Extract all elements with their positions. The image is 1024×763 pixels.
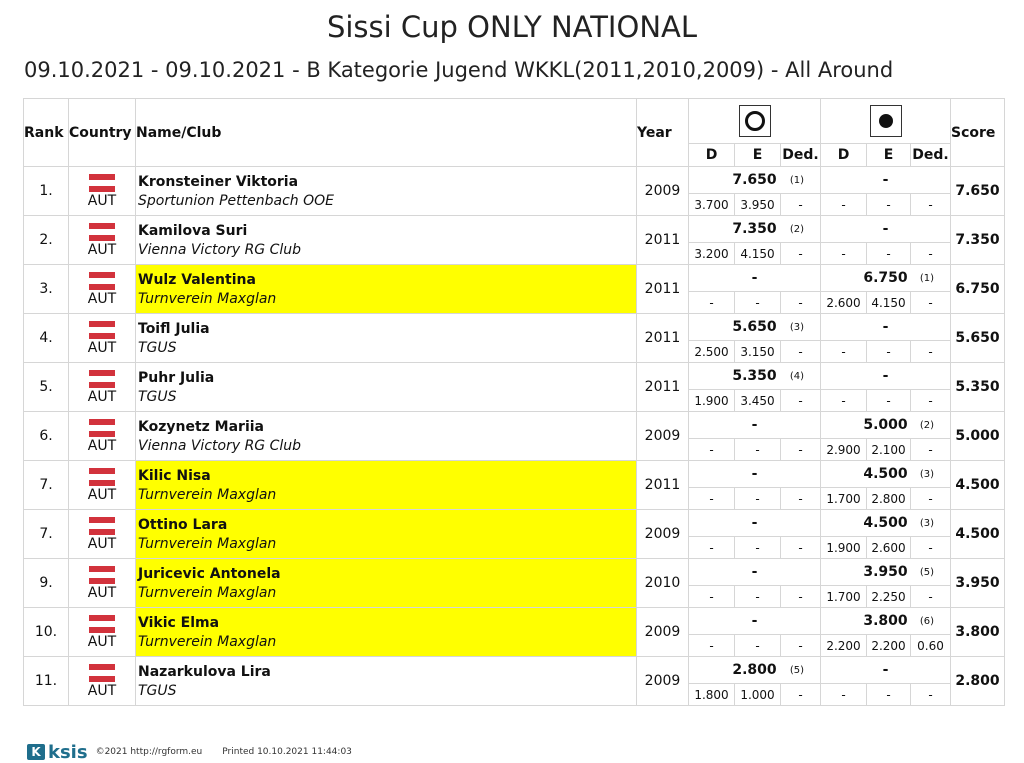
year-cell: 2011 <box>637 363 689 412</box>
ball-deduction: - <box>911 586 951 608</box>
hoop-d-score: 1.900 <box>689 390 735 412</box>
final-score: 4.500 <box>951 510 1005 559</box>
ball-total-score: 3.950 <box>863 564 908 580</box>
ball-total-score: 4.500 <box>863 515 908 531</box>
header-ball-d: D <box>821 144 867 167</box>
gymnast-name: Kilic Nisa <box>138 468 211 484</box>
ball-apparatus-rank: (6) <box>919 616 934 627</box>
results-table <box>23 98 1005 706</box>
name-club-cell <box>136 314 637 363</box>
hoop-e-score: 3.450 <box>735 390 781 412</box>
table-row <box>24 167 1005 194</box>
hoop-d-score: 3.200 <box>689 243 735 265</box>
rank-cell: 6. <box>24 412 69 461</box>
austria-flag-icon <box>89 566 115 584</box>
hoop-total <box>689 510 821 537</box>
rank-cell: 4. <box>24 314 69 363</box>
final-score: 3.950 <box>951 559 1005 608</box>
hoop-total-score: - <box>751 564 758 580</box>
country-code: AUT <box>87 634 117 650</box>
country-cell <box>69 412 136 461</box>
header-ball-e: E <box>867 144 911 167</box>
hoop-e-score: - <box>735 586 781 608</box>
hoop-total <box>689 461 821 488</box>
hoop-apparatus-rank: (2) <box>789 224 804 235</box>
country-cell <box>69 265 136 314</box>
table-row <box>24 657 1005 684</box>
year-cell: 2009 <box>637 412 689 461</box>
ball-e-score: - <box>867 194 911 216</box>
country-cell <box>69 510 136 559</box>
ball-d-score: - <box>821 390 867 412</box>
hoop-total <box>689 608 821 635</box>
hoop-apparatus-rank: (4) <box>789 371 804 382</box>
ball-d-score: - <box>821 194 867 216</box>
austria-flag-icon <box>89 615 115 633</box>
country-code: AUT <box>87 683 117 699</box>
hoop-d-score: 2.500 <box>689 341 735 363</box>
rank-cell: 10. <box>24 608 69 657</box>
hoop-deduction: - <box>781 194 821 216</box>
ball-deduction: 0.60 <box>911 635 951 657</box>
hoop-d-score: - <box>689 635 735 657</box>
hoop-deduction: - <box>781 439 821 461</box>
hoop-total <box>689 216 821 243</box>
country-code: AUT <box>87 487 117 503</box>
table-row <box>24 559 1005 586</box>
club-name: TGUS <box>138 683 177 699</box>
hoop-e-score: 3.150 <box>735 341 781 363</box>
hoop-deduction: - <box>781 537 821 559</box>
header-hoop <box>689 99 821 144</box>
hoop-total <box>689 657 821 684</box>
hoop-e-score: - <box>735 439 781 461</box>
hoop-total <box>689 363 821 390</box>
year-cell: 2009 <box>637 657 689 706</box>
hoop-e-score: - <box>735 488 781 510</box>
hoop-total-score: - <box>751 417 758 433</box>
hoop-e-score: 1.000 <box>735 684 781 706</box>
ball-total-score: - <box>882 662 889 678</box>
club-name: Turnverein Maxglan <box>138 585 277 601</box>
ball-total-score: 4.500 <box>863 466 908 482</box>
ball-deduction: - <box>911 488 951 510</box>
ball-e-score: - <box>867 243 911 265</box>
ball-apparatus-rank: (3) <box>919 518 934 529</box>
country-cell <box>69 559 136 608</box>
ball-apparatus-rank: (1) <box>919 273 934 284</box>
austria-flag-icon <box>89 370 115 388</box>
hoop-apparatus-rank: (1) <box>789 175 804 186</box>
ball-deduction: - <box>911 439 951 461</box>
header-hoop-d: D <box>689 144 735 167</box>
club-name: TGUS <box>138 389 177 405</box>
hoop-deduction: - <box>781 488 821 510</box>
hoop-total <box>689 167 821 194</box>
austria-flag-icon <box>89 223 115 241</box>
header-name-club: Name/Club <box>136 99 637 167</box>
header-hoop-ded: Ded. <box>781 144 821 167</box>
ball-total <box>821 167 951 194</box>
ball-e-score: 4.150 <box>867 292 911 314</box>
ball-total <box>821 412 951 439</box>
name-club-cell <box>136 608 637 657</box>
table-row <box>24 412 1005 439</box>
hoop-deduction: - <box>781 635 821 657</box>
ball-total <box>821 363 951 390</box>
hoop-d-score: - <box>689 292 735 314</box>
final-score: 5.650 <box>951 314 1005 363</box>
final-score: 2.800 <box>951 657 1005 706</box>
ball-apparatus-rank: (2) <box>919 420 934 431</box>
copyright-text: ©2021 http://rgform.eu <box>95 747 203 757</box>
ball-total-score: 3.800 <box>863 613 908 629</box>
hoop-total-score: - <box>751 270 758 286</box>
name-club-cell <box>136 559 637 608</box>
hoop-deduction: - <box>781 684 821 706</box>
final-score: 7.650 <box>951 167 1005 216</box>
club-name: Turnverein Maxglan <box>138 291 277 307</box>
club-name: Turnverein Maxglan <box>138 634 277 650</box>
year-cell: 2011 <box>637 314 689 363</box>
austria-flag-icon <box>89 321 115 339</box>
country-code: AUT <box>87 389 117 405</box>
ball-e-score: 2.250 <box>867 586 911 608</box>
ball-deduction: - <box>911 390 951 412</box>
ball-e-score: 2.100 <box>867 439 911 461</box>
final-score: 3.800 <box>951 608 1005 657</box>
hoop-total <box>689 265 821 292</box>
ball-e-score: - <box>867 684 911 706</box>
final-score: 4.500 <box>951 461 1005 510</box>
hoop-total-score: 5.650 <box>732 319 777 335</box>
rank-cell: 1. <box>24 167 69 216</box>
austria-flag-icon <box>89 272 115 290</box>
hoop-e-score: 4.150 <box>735 243 781 265</box>
ball-total-score: 5.000 <box>863 417 908 433</box>
ball-e-score: 2.200 <box>867 635 911 657</box>
ball-d-score: 2.900 <box>821 439 867 461</box>
year-cell: 2011 <box>637 216 689 265</box>
ball-d-score: 2.200 <box>821 635 867 657</box>
ball-total <box>821 559 951 586</box>
table-row <box>24 461 1005 488</box>
ball-e-score: - <box>867 390 911 412</box>
ball-e-score: 2.800 <box>867 488 911 510</box>
country-cell <box>69 216 136 265</box>
country-code: AUT <box>87 291 117 307</box>
ball-total-score: - <box>882 221 889 237</box>
ball-d-score: - <box>821 684 867 706</box>
country-code: AUT <box>87 536 117 552</box>
country-code: AUT <box>87 340 117 356</box>
ball-deduction: - <box>911 684 951 706</box>
hoop-e-score: - <box>735 537 781 559</box>
hoop-deduction: - <box>781 243 821 265</box>
hoop-d-score: - <box>689 488 735 510</box>
gymnast-name: Vikic Elma <box>138 615 220 631</box>
ksis-logo: K ksis <box>27 742 88 763</box>
rank-cell: 2. <box>24 216 69 265</box>
final-score: 5.000 <box>951 412 1005 461</box>
ball-total-score: 6.750 <box>863 270 908 286</box>
ball-apparatus-rank: (3) <box>919 469 934 480</box>
club-name: Vienna Victory RG Club <box>138 438 302 454</box>
gymnast-name: Nazarkulova Lira <box>138 664 271 680</box>
hoop-total-score: 5.350 <box>732 368 777 384</box>
hoop-d-score: - <box>689 537 735 559</box>
hoop-icon <box>745 111 765 131</box>
ball-total <box>821 510 951 537</box>
hoop-total-score: 7.650 <box>732 172 777 188</box>
ball-e-score: 2.600 <box>867 537 911 559</box>
austria-flag-icon <box>89 517 115 535</box>
hoop-total <box>689 559 821 586</box>
hoop-apparatus-rank: (3) <box>789 322 804 333</box>
hoop-d-score: 1.800 <box>689 684 735 706</box>
ball-d-score: - <box>821 341 867 363</box>
table-row <box>24 314 1005 341</box>
country-code: AUT <box>87 193 117 209</box>
ball-deduction: - <box>911 341 951 363</box>
name-club-cell <box>136 265 637 314</box>
ball-deduction: - <box>911 537 951 559</box>
gymnast-name: Kronsteiner Viktoria <box>138 174 299 190</box>
ball-total <box>821 216 951 243</box>
ball-d-score: - <box>821 243 867 265</box>
ball-total-score: - <box>882 172 889 188</box>
competition-subtitle: 09.10.2021 - 09.10.2021 - B Kategorie Jugend WKKL(2011,2010,2009) - All Around <box>24 58 894 82</box>
final-score: 6.750 <box>951 265 1005 314</box>
name-club-cell <box>136 657 637 706</box>
name-club-cell <box>136 167 637 216</box>
country-code: AUT <box>87 438 117 454</box>
ball-d-score: 1.700 <box>821 488 867 510</box>
final-score: 5.350 <box>951 363 1005 412</box>
printed-timestamp: Printed 10.10.2021 11:44:03 <box>222 747 352 757</box>
hoop-d-score: - <box>689 586 735 608</box>
header-score: Score <box>951 99 1005 167</box>
club-name: Sportunion Pettenbach OOE <box>138 193 334 209</box>
table-row <box>24 510 1005 537</box>
ball-total <box>821 657 951 684</box>
hoop-e-score: - <box>735 635 781 657</box>
year-cell: 2009 <box>637 608 689 657</box>
ball-total <box>821 461 951 488</box>
name-club-cell <box>136 216 637 265</box>
ball-d-score: 1.700 <box>821 586 867 608</box>
hoop-d-score: 3.700 <box>689 194 735 216</box>
name-club-cell <box>136 510 637 559</box>
rank-cell: 5. <box>24 363 69 412</box>
hoop-total-score: 2.800 <box>732 662 777 678</box>
hoop-total <box>689 314 821 341</box>
austria-flag-icon <box>89 664 115 682</box>
ball-deduction: - <box>911 243 951 265</box>
rank-cell: 7. <box>24 461 69 510</box>
year-cell: 2011 <box>637 461 689 510</box>
gymnast-name: Ottino Lara <box>138 517 228 533</box>
gymnast-name: Kamilova Suri <box>138 223 248 239</box>
name-club-cell <box>136 461 637 510</box>
ball-total <box>821 314 951 341</box>
header-ball <box>821 99 951 144</box>
hoop-deduction: - <box>781 586 821 608</box>
table-row <box>24 265 1005 292</box>
ball-total-score: - <box>882 368 889 384</box>
ball-d-score: 1.900 <box>821 537 867 559</box>
club-name: Turnverein Maxglan <box>138 536 277 552</box>
club-name: Turnverein Maxglan <box>138 487 277 503</box>
hoop-total <box>689 412 821 439</box>
ball-total <box>821 608 951 635</box>
country-code: AUT <box>87 585 117 601</box>
header-hoop-e: E <box>735 144 781 167</box>
hoop-apparatus-rank: (5) <box>789 665 804 676</box>
gymnast-name: Wulz Valentina <box>138 272 256 288</box>
club-name: Vienna Victory RG Club <box>138 242 302 258</box>
ball-deduction: - <box>911 292 951 314</box>
footer <box>27 742 352 762</box>
hoop-deduction: - <box>781 292 821 314</box>
country-cell <box>69 363 136 412</box>
hoop-total-score: - <box>751 515 758 531</box>
year-cell: 2009 <box>637 167 689 216</box>
country-cell <box>69 314 136 363</box>
header-rank: Rank <box>24 99 69 167</box>
rank-cell: 9. <box>24 559 69 608</box>
year-cell: 2011 <box>637 265 689 314</box>
country-cell <box>69 608 136 657</box>
country-code: AUT <box>87 242 117 258</box>
hoop-total-score: - <box>751 613 758 629</box>
gymnast-name: Kozynetz Mariia <box>138 419 264 435</box>
hoop-d-score: - <box>689 439 735 461</box>
austria-flag-icon <box>89 174 115 192</box>
country-cell <box>69 657 136 706</box>
header-year: Year <box>637 99 689 167</box>
club-name: TGUS <box>138 340 177 356</box>
country-cell <box>69 461 136 510</box>
ball-deduction: - <box>911 194 951 216</box>
austria-flag-icon <box>89 419 115 437</box>
year-cell: 2010 <box>637 559 689 608</box>
gymnast-name: Toifl Julia <box>138 321 210 337</box>
gymnast-name: Juricevic Antonela <box>138 566 281 582</box>
rank-cell: 3. <box>24 265 69 314</box>
hoop-deduction: - <box>781 341 821 363</box>
ball-d-score: 2.600 <box>821 292 867 314</box>
gymnast-name: Puhr Julia <box>138 370 215 386</box>
rank-cell: 11. <box>24 657 69 706</box>
country-cell <box>69 167 136 216</box>
hoop-e-score: - <box>735 292 781 314</box>
name-club-cell <box>136 363 637 412</box>
year-cell: 2009 <box>637 510 689 559</box>
ball-apparatus-rank: (5) <box>919 567 934 578</box>
hoop-deduction: - <box>781 390 821 412</box>
table-row <box>24 216 1005 243</box>
austria-flag-icon <box>89 468 115 486</box>
ksis-logo-icon: K <box>27 744 45 760</box>
table-row <box>24 363 1005 390</box>
page-title: Sissi Cup ONLY NATIONAL <box>326 10 698 44</box>
ball-e-score: - <box>867 341 911 363</box>
table-row <box>24 608 1005 635</box>
ball-total-score: - <box>882 319 889 335</box>
hoop-e-score: 3.950 <box>735 194 781 216</box>
hoop-total-score: 7.350 <box>732 221 777 237</box>
header-country: Country <box>69 99 136 167</box>
final-score: 7.350 <box>951 216 1005 265</box>
ball-total <box>821 265 951 292</box>
name-club-cell <box>136 412 637 461</box>
rank-cell: 7. <box>24 510 69 559</box>
hoop-total-score: - <box>751 466 758 482</box>
header-ball-ded: Ded. <box>911 144 951 167</box>
ball-icon <box>879 114 893 128</box>
